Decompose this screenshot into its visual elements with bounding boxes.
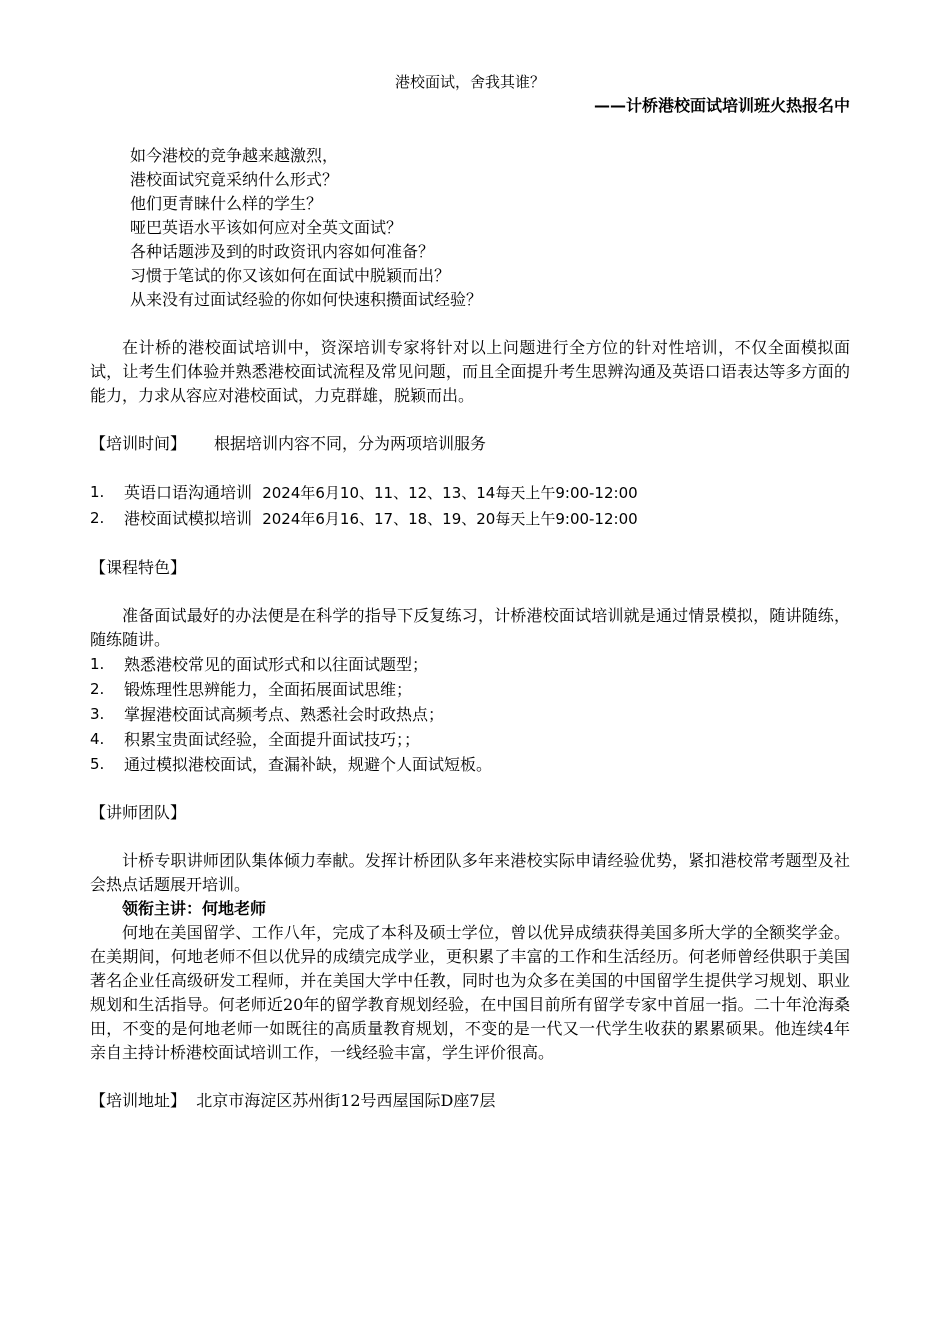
schedule-time: 2024年6月10、11、12、13、14每天上午9:00-12:00 bbox=[262, 484, 638, 502]
question-item: 哑巴英语水平该如何应对全英文面试？ bbox=[130, 218, 403, 237]
feature-item bbox=[90, 752, 850, 777]
schedule-name: 港校面试模拟培训 bbox=[124, 509, 253, 528]
training-time-section bbox=[90, 432, 850, 456]
features-intro: 准备面试最好的办法便是在科学的指导下反复练习，计桥港校面试培训就是通过情景模拟，随讲随练，随练随讲。 bbox=[90, 606, 850, 649]
team-intro: 计桥专职讲师团队集体倾力奉献。发挥计桥团队多年来港校实际申请经验优势，紧扣港校常考题型及社会热点话题展开培训。 bbox=[90, 851, 850, 894]
training-schedule-list bbox=[90, 480, 850, 532]
feature-number: 5. bbox=[90, 755, 105, 773]
feature-number: 3. bbox=[90, 705, 105, 723]
schedule-name: 英语口语沟通培训 bbox=[124, 483, 253, 502]
feature-number: 1. bbox=[90, 655, 105, 673]
question-list bbox=[90, 144, 850, 312]
document-page bbox=[90, 70, 850, 1113]
question-item: 如今港校的竞争越来越激烈， bbox=[130, 146, 339, 165]
features-heading: 【课程特色】 bbox=[90, 558, 187, 577]
feature-number: 4. bbox=[90, 730, 105, 748]
features-list bbox=[90, 652, 850, 777]
feature-item bbox=[90, 727, 850, 752]
feature-number: 2. bbox=[90, 680, 105, 698]
question-item: 各种话题涉及到的时政资讯内容如何准备？ bbox=[130, 242, 435, 261]
lead-teacher-title: 领衔主讲：何地老师 bbox=[122, 899, 267, 918]
feature-text: 掌握港校面试高频考点、熟悉社会时政热点； bbox=[124, 705, 445, 724]
question-item: 从来没有过面试经验的你如何快速积攒面试经验？ bbox=[130, 290, 483, 309]
feature-item bbox=[90, 652, 850, 677]
team-heading: 【讲师团队】 bbox=[90, 803, 187, 822]
address-heading: 【培训地址】 bbox=[90, 1091, 187, 1110]
address-value: 北京市海淀区苏州街12号西屋国际D座7层 bbox=[196, 1091, 496, 1110]
feature-text: 锻炼理性思辨能力，全面拓展面试思维； bbox=[124, 680, 413, 699]
feature-item bbox=[90, 677, 850, 702]
question-item: 他们更青睐什么样的学生？ bbox=[130, 194, 323, 213]
document-title: 港校面试，舍我其谁？ bbox=[394, 73, 545, 91]
training-time-heading: 【培训时间】 bbox=[90, 434, 187, 453]
schedule-number: 2. bbox=[90, 509, 105, 527]
schedule-item bbox=[90, 506, 850, 532]
document-subtitle: ——计桥港校面试培训班火热报名中 bbox=[593, 96, 850, 115]
feature-text: 积累宝贵面试经验，全面提升面试技巧；； bbox=[124, 730, 421, 749]
lead-teacher-bio: 何地在美国留学、工作八年，完成了本科及硕士学位，曾以优异成绩获得美国多所大学的全额奖学金。在美期间，何地老师不但以优异的成绩完成学业，更积累了丰富的工作和生活经历。何老师曾经供职于美国著名企业任高级研发工程师，并在美国大学中任教，同时也为众多在美国的中国留学生提供学习规划、职业规划和生活指导。何老师近20年的留学教育规划经验，在中国目前所有留学专家中首屈一指。二十年沧海桑田，不变的是何地老师一如既往的高质量教育规划，不变的是一代又一代学生收获的累累硕果。他连续4年亲自主持计桥港校面试培训工作，一线经验丰富，学生评价很高。 bbox=[90, 923, 850, 1062]
feature-text: 通过模拟港校面试，查漏补缺，规避个人面试短板。 bbox=[124, 755, 493, 774]
address-section bbox=[90, 1089, 850, 1113]
intro-paragraph: 在计桥的港校面试培训中，资深培训专家将针对以上问题进行全方位的针对性培训，不仅全面模拟面试，让考生们体验并熟悉港校面试流程及常见问题，而且全面提升考生思辨沟通及英语口语表达等多方面的能力，力求从容应对港校面试，力克群雄，脱颖而出。 bbox=[90, 338, 850, 405]
question-item: 港校面试究竟采纳什么形式？ bbox=[130, 170, 339, 189]
schedule-number: 1. bbox=[90, 483, 105, 501]
schedule-time: 2024年6月16、17、18、19、20每天上午9:00-12:00 bbox=[262, 510, 638, 528]
feature-text: 熟悉港校常见的面试形式和以往面试题型； bbox=[124, 655, 429, 674]
feature-item bbox=[90, 702, 850, 727]
question-item: 习惯于笔试的你又该如何在面试中脱颖而出？ bbox=[130, 266, 451, 285]
schedule-item bbox=[90, 480, 850, 506]
training-time-note: 根据培训内容不同，分为两项培训服务 bbox=[214, 434, 487, 453]
